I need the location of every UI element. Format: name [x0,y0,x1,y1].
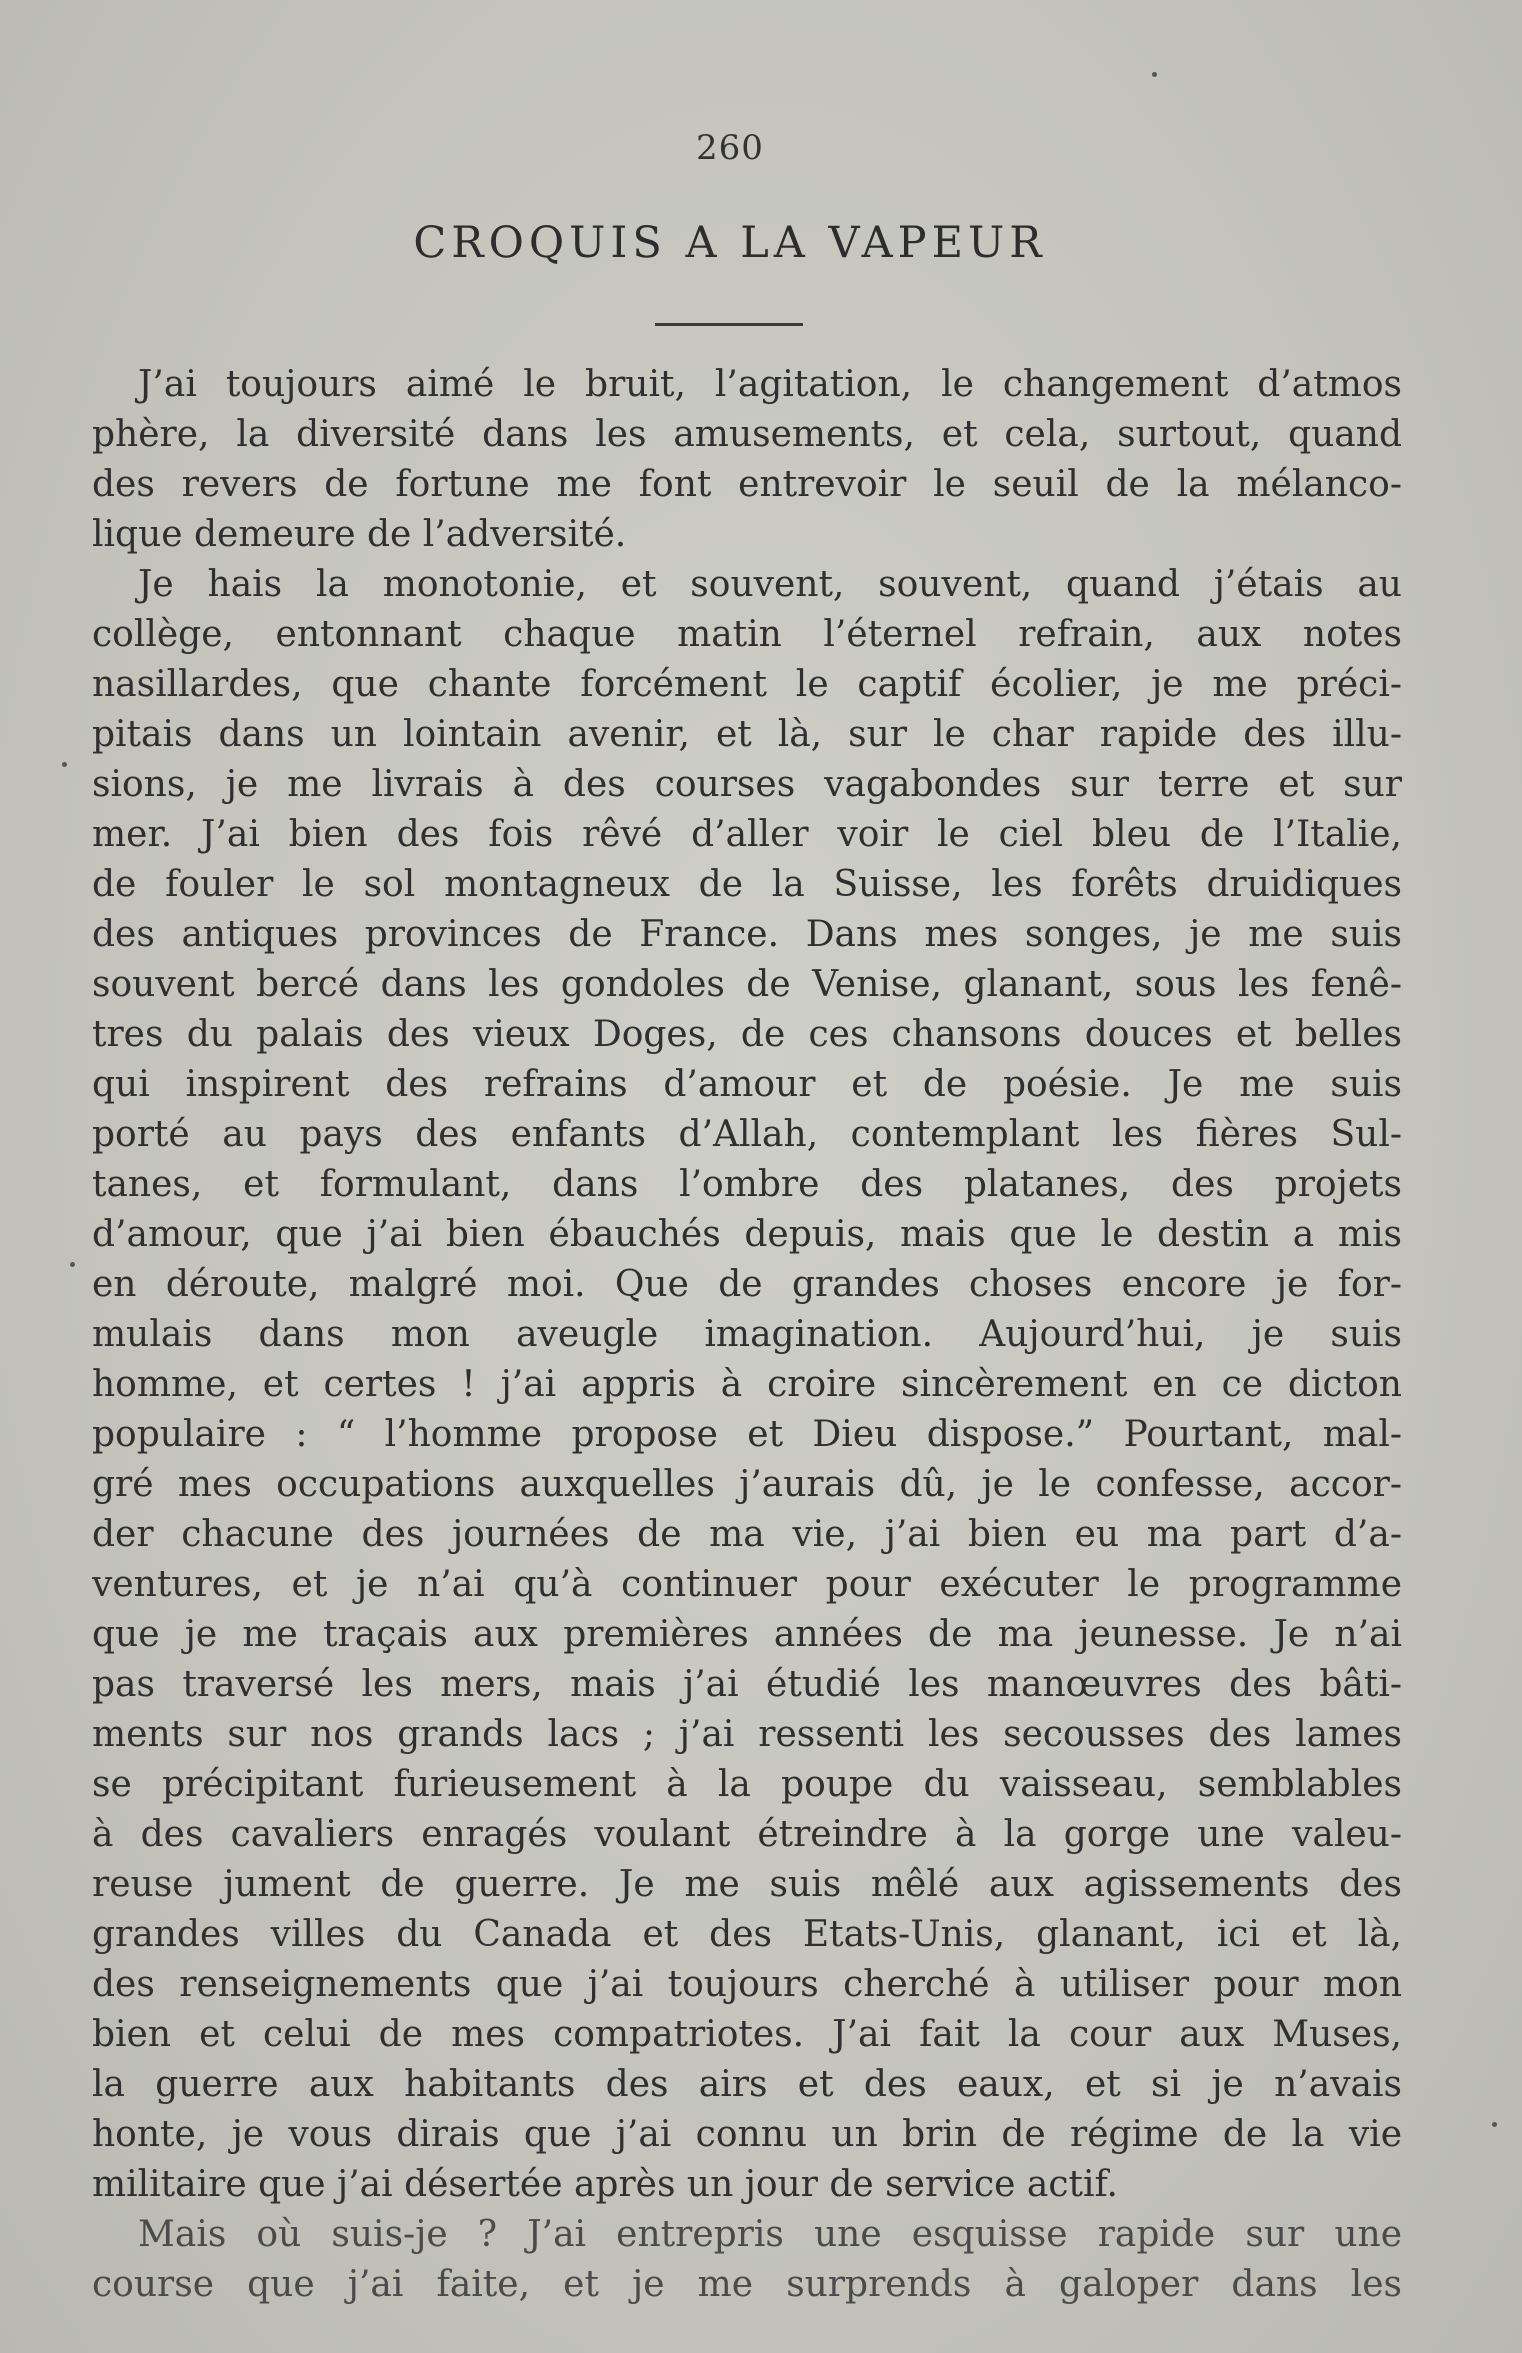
text-line: mulais dans mon aveugle imagination. Aujourd’hui, je suis [92,1314,1402,1355]
text-line: d’amour, que j’ai bien ébauchés depuis, mais que le destin a mis [92,1214,1402,1255]
text-line: souvent bercé dans les gondoles de Venise, glanant, sous les fenê- [92,964,1402,1005]
text-line: populaire : “ l’homme propose et Dieu dispose.” Pourtant, mal- [92,1414,1402,1455]
page-number: 260 [696,128,764,168]
text-line: qui inspirent des refrains d’amour et de poésie. Je me suis [92,1064,1402,1105]
text-line: Mais où suis-je ? J’ai entrepris une esquisse rapide sur une [138,2214,1402,2255]
text-line: que je me traçais aux premières années de ma jeunesse. Je n’ai [92,1614,1402,1655]
text-line: gré mes occupations auxquelles j’aurais dû, je le confesse, accor- [92,1464,1402,1505]
text-line: des renseignements que j’ai toujours cherché à utiliser pour mon [92,1964,1402,2005]
paragraph [92,2210,1402,2310]
text-line: reuse jument de guerre. Je me suis mêlé aux agissements des [92,1864,1402,1905]
text-line: collège, entonnant chaque matin l’éternel refrain, aux notes [92,614,1402,655]
text-line: des revers de fortune me font entrevoir le seuil de la mélanco- [92,464,1402,505]
text-line: ventures, et je n’ai qu’à continuer pour exécuter le programme [92,1564,1402,1605]
text-line: la guerre aux habitants des airs et des eaux, et si je n’avais [92,2064,1402,2105]
running-title: CROQUIS A LA VAPEUR [413,218,1047,268]
title-rule [655,323,803,326]
text-line: phère, la diversité dans les amusements, et cela, surtout, quand [92,414,1402,455]
text-line: en déroute, malgré moi. Que de grandes choses encore je for- [92,1264,1402,1305]
text-line: tres du palais des vieux Doges, de ces chansons douces et belles [92,1014,1402,1055]
paper-speck [1152,72,1157,77]
paragraph [92,560,1402,2210]
text-line: de fouler le sol montagneux de la Suisse, les forêts druidiques [92,864,1402,905]
text-line: pitais dans un lointain avenir, et là, sur le char rapide des illu- [92,714,1402,755]
text-line: der chacune des journées de ma vie, j’ai bien eu ma part d’a- [92,1514,1402,1555]
text-line: ments sur nos grands lacs ; j’ai ressenti les secousses des lames [92,1714,1402,1755]
paper-speck [62,762,67,767]
text-line: lique demeure de l’adversité. [92,514,627,555]
paper-speck [70,1262,75,1267]
text-line: se précipitant furieusement à la poupe du vaisseau, semblables [92,1764,1402,1805]
text-line: grandes villes du Canada et des Etats-Unis, glanant, ici et là, [92,1914,1402,1955]
text-line: des antiques provinces de France. Dans mes songes, je me suis [92,914,1402,955]
text-line: Je hais la monotonie, et souvent, souvent, quand j’étais au [138,564,1402,605]
paper-speck [1492,2122,1497,2127]
body-text [92,360,1402,2310]
text-line: tanes, et formulant, dans l’ombre des platanes, des projets [92,1164,1402,1205]
text-line: à des cavaliers enragés voulant étreindre à la gorge une valeu- [92,1814,1402,1855]
text-line: pas traversé les mers, mais j’ai étudié les manœuvres des bâti- [92,1664,1402,1705]
text-line: course que j’ai faite, et je me surprends à galoper dans les [92,2264,1402,2305]
text-line: honte, je vous dirais que j’ai connu un brin de régime de la vie [92,2114,1402,2155]
text-line: sions, je me livrais à des courses vagabondes sur terre et sur [92,764,1402,805]
text-line: nasillardes, que chante forcément le captif écolier, je me préci- [92,664,1402,705]
text-line: porté au pays des enfants d’Allah, contemplant les fières Sul- [92,1114,1402,1155]
text-line: militaire que j’ai désertée après un jour de service actif. [92,2164,1118,2205]
text-line: homme, et certes ! j’ai appris à croire sincèrement en ce dicton [92,1364,1402,1405]
text-line: mer. J’ai bien des fois rêvé d’aller voir le ciel bleu de l’Italie, [92,814,1402,855]
paragraph [92,360,1402,560]
text-line: J’ai toujours aimé le bruit, l’agitation, le changement d’atmos [138,364,1402,405]
text-line: bien et celui de mes compatriotes. J’ai fait la cour aux Muses, [92,2014,1402,2055]
